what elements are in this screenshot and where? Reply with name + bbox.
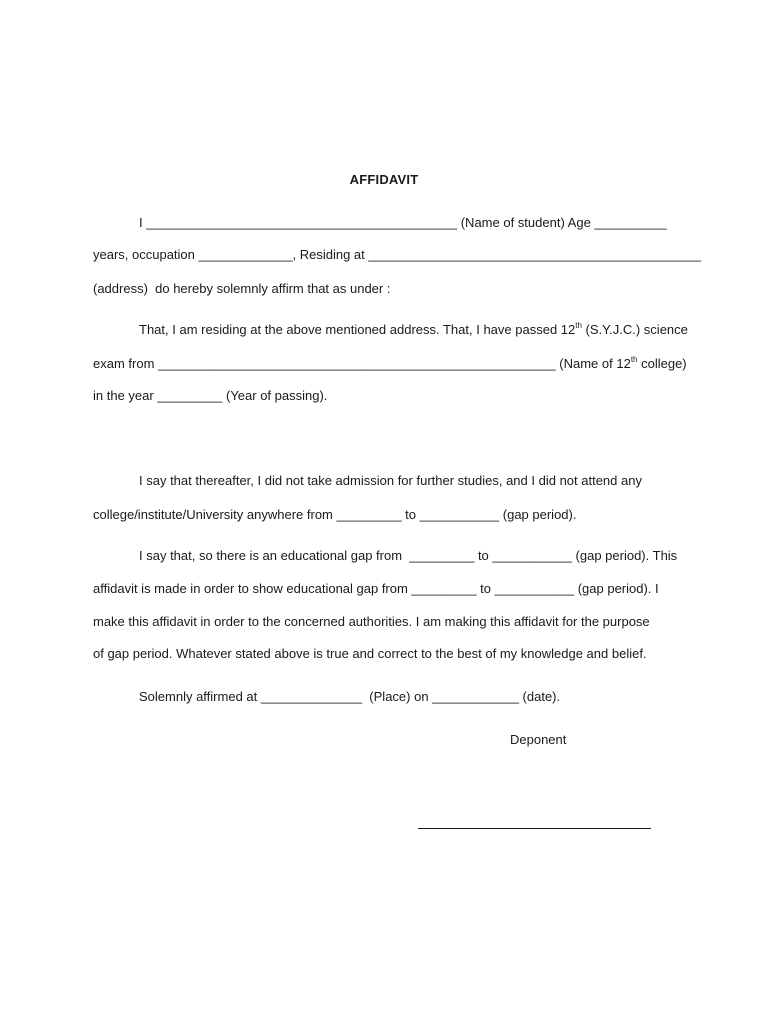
paragraph-2-line-2 <box>93 356 687 372</box>
paragraph-2-line-2-text-b: college) <box>637 356 687 371</box>
paragraph-4-line-2: affidavit is made in order to show educational gap from _________ to ___________ (gap period). I <box>93 581 659 596</box>
paragraph-4-line-1: I say that, so there is an educational gap from _________ to ___________ (gap period). This <box>139 548 678 563</box>
solemnly-affirmed-line: Solemnly affirmed at ______________ (Place) on ____________ (date). <box>139 689 561 704</box>
paragraph-2-line-1-text-a: That, I am residing at the above mentioned address. That, I have passed 12 <box>139 322 576 337</box>
paragraph-3-line-1: I say that thereafter, I did not take admission for further studies, and I did not attend any <box>139 473 642 488</box>
signature-line <box>418 828 651 829</box>
document-title: AFFIDAVIT <box>349 172 419 187</box>
deponent-label: Deponent <box>510 732 567 747</box>
paragraph-2-line-2-text-a: exam from _______________________________________________________ (Name of 12 <box>93 356 631 371</box>
paragraph-1-line-1: I ___________________________________________ (Name of student) Age __________ <box>139 215 667 230</box>
paragraph-3-line-2: college/institute/University anywhere from _________ to ___________ (gap period). <box>93 507 577 522</box>
paragraph-1-line-3: (address) do hereby solemnly affirm that as under : <box>93 281 391 296</box>
paragraph-4-line-4: of gap period. Whatever stated above is true and correct to the best of my knowledge and belief. <box>93 646 647 661</box>
paragraph-2-line-1-text-b: (S.Y.J.C.) science <box>581 322 688 337</box>
paragraph-2-line-3: in the year _________ (Year of passing). <box>93 388 328 403</box>
paragraph-4-line-3: make this affidavit in order to the concerned authorities. I am making this affidavit for the purpose <box>93 614 650 629</box>
superscript-th: th <box>575 321 582 330</box>
superscript-th: th <box>630 355 638 364</box>
paragraph-1-line-2: years, occupation _____________, Residing at ______________________________________________ <box>93 247 701 262</box>
paragraph-2-line-1 <box>139 322 688 338</box>
